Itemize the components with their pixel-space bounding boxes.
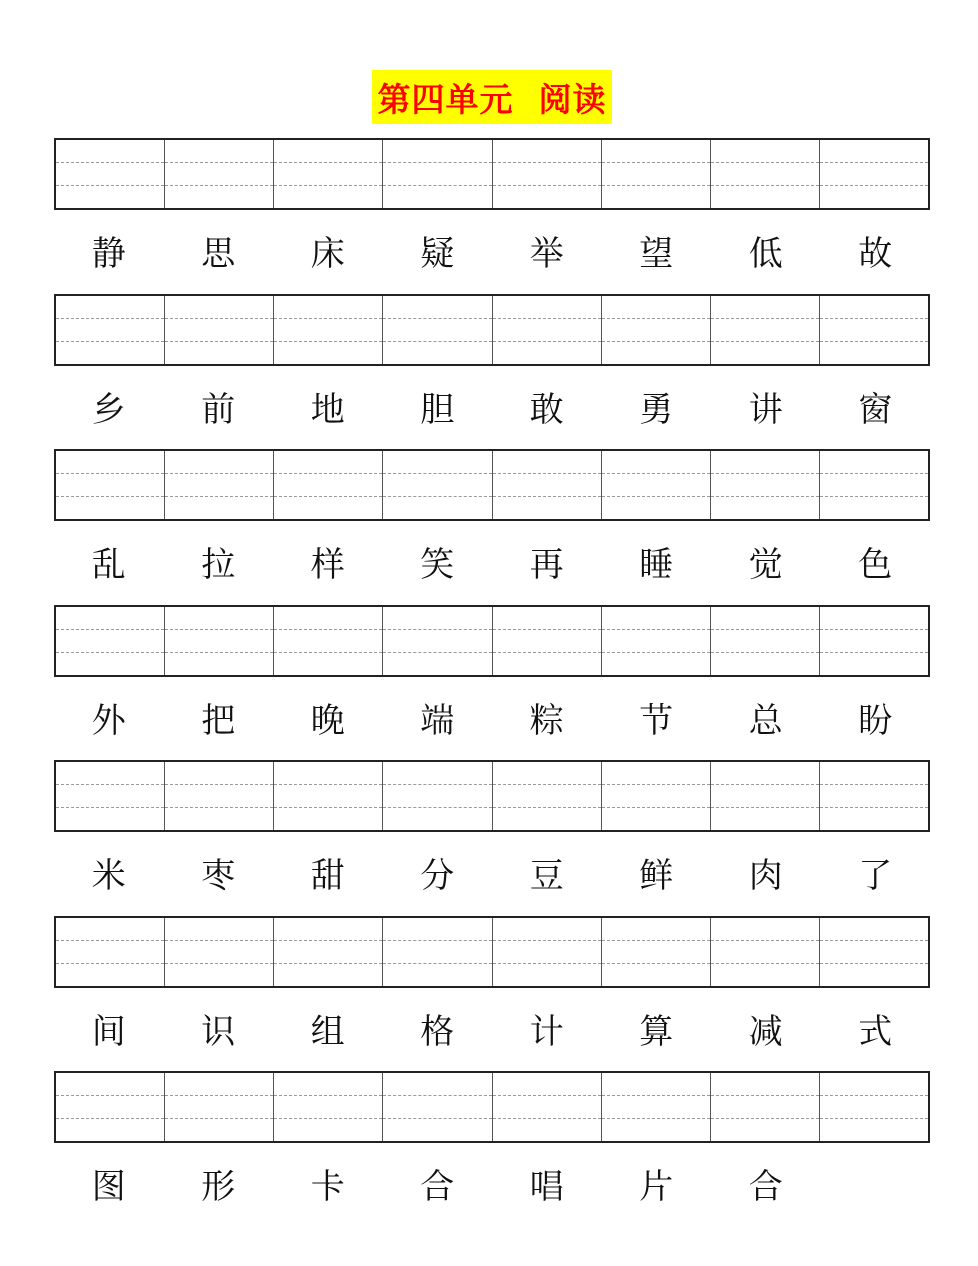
character-label: 乱 xyxy=(91,545,126,585)
character-label: 算 xyxy=(639,1012,674,1052)
pinyin-writing-cell[interactable] xyxy=(602,918,711,986)
character-label: 疑 xyxy=(420,234,455,274)
character-label: 豆 xyxy=(529,856,564,896)
character-label: 思 xyxy=(201,234,236,274)
pinyin-writing-cell[interactable] xyxy=(602,140,711,208)
character-row xyxy=(54,677,930,765)
pinyin-writing-cell[interactable] xyxy=(820,762,928,830)
pinyin-writing-cell[interactable] xyxy=(383,1073,492,1141)
character-label: 合 xyxy=(748,1167,783,1207)
character-row xyxy=(54,988,930,1076)
character-label: 卡 xyxy=(310,1167,345,1207)
pinyin-writing-cell[interactable] xyxy=(383,296,492,364)
pinyin-writing-cell[interactable] xyxy=(820,140,928,208)
pinyin-writing-cell[interactable] xyxy=(274,451,383,519)
character-label: 地 xyxy=(310,390,345,430)
pinyin-writing-cell[interactable] xyxy=(274,607,383,675)
pinyin-writing-cell[interactable] xyxy=(165,762,274,830)
character-label: 片 xyxy=(639,1167,674,1207)
pinyin-writing-cell[interactable] xyxy=(56,296,165,364)
pinyin-writing-cell[interactable] xyxy=(711,607,820,675)
character-row xyxy=(54,210,930,298)
pinyin-writing-cell[interactable] xyxy=(274,918,383,986)
practice-row xyxy=(54,916,930,1076)
character-label: 米 xyxy=(91,856,126,896)
character-label: 故 xyxy=(858,234,893,274)
pinyin-writing-grid[interactable] xyxy=(54,138,930,210)
pinyin-writing-cell[interactable] xyxy=(493,762,602,830)
character-label: 再 xyxy=(529,545,564,585)
character-label: 减 xyxy=(748,1012,783,1052)
character-label: 举 xyxy=(529,234,564,274)
character-label: 静 xyxy=(91,234,126,274)
pinyin-writing-cell[interactable] xyxy=(820,918,928,986)
pinyin-writing-cell[interactable] xyxy=(493,1073,602,1141)
character-label: 敢 xyxy=(529,390,564,430)
pinyin-writing-cell[interactable] xyxy=(820,607,928,675)
pinyin-writing-cell[interactable] xyxy=(711,451,820,519)
character-label: 外 xyxy=(91,701,126,741)
pinyin-writing-cell[interactable] xyxy=(602,607,711,675)
character-label: 笑 xyxy=(420,545,455,585)
pinyin-writing-cell[interactable] xyxy=(383,140,492,208)
practice-row xyxy=(54,449,930,609)
pinyin-writing-grid[interactable] xyxy=(54,294,930,366)
pinyin-writing-grid[interactable] xyxy=(54,760,930,832)
character-label: 粽 xyxy=(529,701,564,741)
pinyin-writing-cell[interactable] xyxy=(383,607,492,675)
character-label: 肉 xyxy=(748,856,783,896)
pinyin-writing-cell[interactable] xyxy=(820,296,928,364)
character-label: 窗 xyxy=(858,390,893,430)
character-label: 盼 xyxy=(858,701,893,741)
pinyin-writing-cell[interactable] xyxy=(274,1073,383,1141)
character-label: 组 xyxy=(310,1012,345,1052)
pinyin-writing-cell[interactable] xyxy=(383,918,492,986)
character-label: 睡 xyxy=(639,545,674,585)
character-row xyxy=(54,521,930,609)
pinyin-writing-cell[interactable] xyxy=(56,451,165,519)
pinyin-writing-cell[interactable] xyxy=(711,1073,820,1141)
character-label: 节 xyxy=(639,701,674,741)
character-label: 了 xyxy=(858,856,893,896)
character-label: 识 xyxy=(201,1012,236,1052)
pinyin-writing-cell[interactable] xyxy=(602,296,711,364)
pinyin-writing-grid[interactable] xyxy=(54,1071,930,1143)
character-label: 分 xyxy=(420,856,455,896)
character-label: 图 xyxy=(91,1167,126,1207)
practice-row xyxy=(54,605,930,765)
pinyin-writing-cell[interactable] xyxy=(820,451,928,519)
pinyin-writing-cell[interactable] xyxy=(493,918,602,986)
character-label: 样 xyxy=(310,545,345,585)
character-label: 乡 xyxy=(91,390,126,430)
character-row xyxy=(54,1143,930,1231)
pinyin-writing-cell[interactable] xyxy=(274,762,383,830)
pinyin-writing-cell[interactable] xyxy=(56,918,165,986)
character-label: 胆 xyxy=(420,390,455,430)
character-label: 式 xyxy=(858,1012,893,1052)
pinyin-writing-cell[interactable] xyxy=(56,607,165,675)
practice-row xyxy=(54,138,930,298)
pinyin-writing-cell[interactable] xyxy=(165,451,274,519)
pinyin-writing-cell[interactable] xyxy=(820,1073,928,1141)
pinyin-writing-cell[interactable] xyxy=(165,1073,274,1141)
pinyin-writing-grid[interactable] xyxy=(54,449,930,521)
pinyin-writing-cell[interactable] xyxy=(602,762,711,830)
pinyin-writing-cell[interactable] xyxy=(165,607,274,675)
character-label: 枣 xyxy=(201,856,236,896)
pinyin-writing-cell[interactable] xyxy=(711,918,820,986)
pinyin-writing-cell[interactable] xyxy=(56,140,165,208)
character-label: 把 xyxy=(201,701,236,741)
pinyin-writing-cell[interactable] xyxy=(56,1073,165,1141)
character-label: 晚 xyxy=(310,701,345,741)
character-row xyxy=(54,366,930,454)
character-label: 间 xyxy=(91,1012,126,1052)
pinyin-writing-grid[interactable] xyxy=(54,916,930,988)
character-label: 合 xyxy=(420,1167,455,1207)
pinyin-writing-cell[interactable] xyxy=(383,762,492,830)
pinyin-writing-cell[interactable] xyxy=(711,140,820,208)
character-label: 望 xyxy=(639,234,674,274)
character-label: 色 xyxy=(858,545,893,585)
character-label: 前 xyxy=(201,390,236,430)
character-label: 甜 xyxy=(310,856,345,896)
pinyin-writing-cell[interactable] xyxy=(383,451,492,519)
character-label: 端 xyxy=(420,701,455,741)
pinyin-writing-cell[interactable] xyxy=(165,918,274,986)
character-label: 计 xyxy=(529,1012,564,1052)
pinyin-writing-cell[interactable] xyxy=(493,607,602,675)
pinyin-writing-cell[interactable] xyxy=(602,1073,711,1141)
character-label: 形 xyxy=(201,1167,236,1207)
character-label: 低 xyxy=(748,234,783,274)
pinyin-writing-cell[interactable] xyxy=(493,451,602,519)
practice-row xyxy=(54,1071,930,1231)
pinyin-writing-cell[interactable] xyxy=(711,296,820,364)
pinyin-writing-cell[interactable] xyxy=(493,296,602,364)
pinyin-writing-cell[interactable] xyxy=(274,296,383,364)
worksheet-title: 第四单元 阅读 xyxy=(372,70,612,124)
pinyin-writing-cell[interactable] xyxy=(56,762,165,830)
character-label: 唱 xyxy=(529,1167,564,1207)
practice-row xyxy=(54,294,930,454)
character-label: 鲜 xyxy=(639,856,674,896)
practice-row xyxy=(54,760,930,920)
character-label: 总 xyxy=(748,701,783,741)
pinyin-writing-grid[interactable] xyxy=(54,605,930,677)
character-label: 格 xyxy=(420,1012,455,1052)
pinyin-writing-cell[interactable] xyxy=(711,762,820,830)
pinyin-writing-cell[interactable] xyxy=(165,140,274,208)
character-label: 拉 xyxy=(201,545,236,585)
character-row xyxy=(54,832,930,920)
pinyin-writing-cell[interactable] xyxy=(602,451,711,519)
pinyin-writing-cell[interactable] xyxy=(493,140,602,208)
character-label: 床 xyxy=(310,234,345,274)
character-label: 讲 xyxy=(748,390,783,430)
character-label: 勇 xyxy=(639,390,674,430)
pinyin-writing-cell[interactable] xyxy=(165,296,274,364)
character-label: 觉 xyxy=(748,545,783,585)
pinyin-writing-cell[interactable] xyxy=(274,140,383,208)
